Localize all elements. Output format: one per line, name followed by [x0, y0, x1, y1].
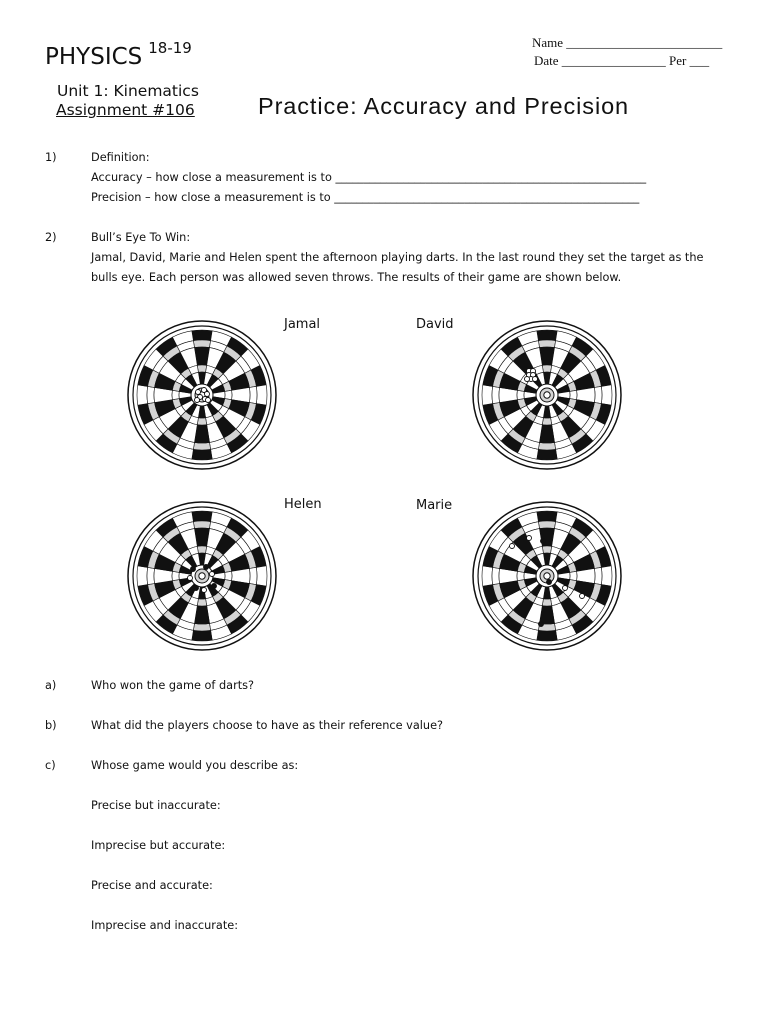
- player-label-marie: Marie: [416, 498, 453, 513]
- dartboard-jamal: [126, 319, 278, 471]
- q1-heading: Definition:: [91, 151, 150, 164]
- dartboard-helen: [126, 500, 278, 652]
- player-label-jamal: Jamal: [284, 317, 321, 332]
- q2-text-line1: Jamal, David, Marie and Helen spent the afternoon playing darts. In the last round they set the target as the: [91, 251, 704, 264]
- option-imprecise-accurate[interactable]: Imprecise but accurate:: [91, 839, 226, 852]
- qb-number: b): [45, 719, 57, 732]
- unit-label: Unit 1: Kinematics: [57, 82, 199, 100]
- option-precise-inaccurate[interactable]: Precise but inaccurate:: [91, 799, 221, 812]
- date-period-field[interactable]: Date ________________ Per ___: [534, 53, 710, 68]
- q2-text-line2: bulls eye. Each person was allowed seven throws. The results of their game are shown below.: [91, 271, 622, 284]
- assignment-label: Assignment #106: [56, 101, 195, 119]
- qb-text: What did the players choose to have as their reference value?: [91, 719, 444, 732]
- course-name: PHYSICS: [45, 44, 143, 70]
- course-title: [45, 39, 192, 70]
- page-title: Practice: Accuracy and Precision: [258, 93, 630, 119]
- course-year: 18-19: [148, 39, 192, 57]
- q1-number: 1): [45, 151, 57, 164]
- precision-definition[interactable]: Precision – how close a measurement is to ______________________________________________________: [91, 191, 640, 204]
- accuracy-definition[interactable]: Accuracy – how close a measurement is to _______________________________________________________: [91, 171, 647, 184]
- player-label-david: David: [416, 317, 454, 332]
- option-imprecise-inaccurate[interactable]: Imprecise and inaccurate:: [91, 919, 239, 932]
- option-precise-accurate[interactable]: Precise and accurate:: [91, 879, 213, 892]
- q2-heading: Bull’s Eye To Win:: [91, 231, 191, 244]
- dartboard-david: [471, 319, 623, 471]
- qa-number: a): [45, 679, 57, 692]
- player-label-helen: Helen: [284, 497, 322, 512]
- dartboard-marie: [471, 500, 623, 652]
- name-field[interactable]: Name ________________________: [532, 35, 723, 50]
- q2-number: 2): [45, 231, 57, 244]
- qc-number: c): [45, 759, 56, 772]
- qc-text: Whose game would you describe as:: [91, 759, 299, 772]
- qa-text: Who won the game of darts?: [91, 679, 255, 692]
